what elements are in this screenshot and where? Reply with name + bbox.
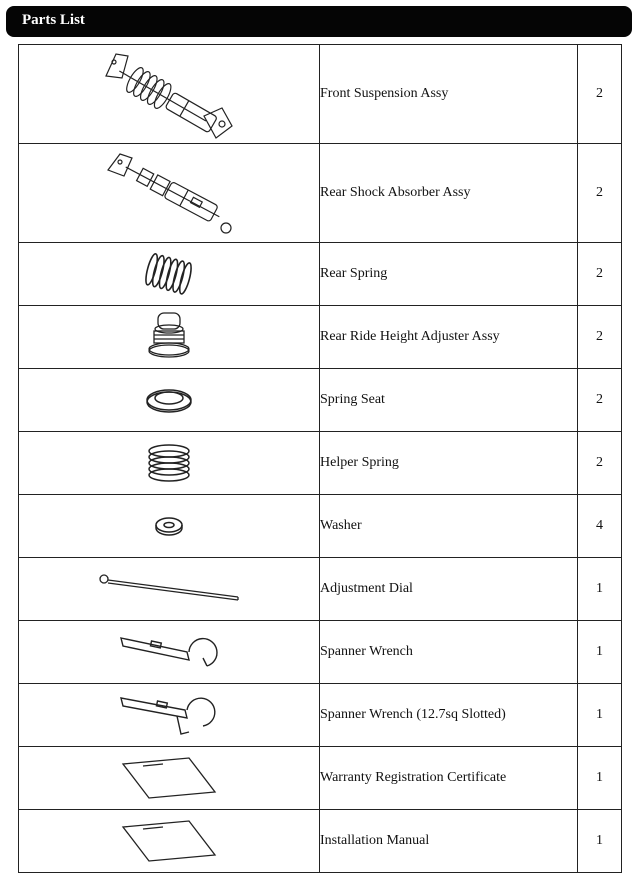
table-row [19, 306, 622, 369]
certificate-icon [19, 756, 319, 800]
table-row [19, 684, 622, 747]
part-qty: 2 [578, 243, 622, 306]
table-row [19, 747, 622, 810]
part-name: Installation Manual [320, 810, 578, 873]
part-name: Helper Spring [320, 432, 578, 495]
manual-icon [19, 819, 319, 863]
table-row [19, 369, 622, 432]
part-qty: 4 [578, 495, 622, 558]
part-name: Spanner Wrench [320, 621, 578, 684]
part-qty: 2 [578, 369, 622, 432]
parts-list-title: Parts List [22, 12, 85, 28]
part-qty: 2 [578, 144, 622, 243]
rear-shock-icon [19, 148, 319, 238]
part-qty: 2 [578, 432, 622, 495]
part-qty: 1 [578, 747, 622, 810]
spanner-wrench-icon [19, 632, 319, 672]
part-name: Rear Spring [320, 243, 578, 306]
spring-seat-icon [19, 385, 319, 415]
part-qty: 1 [578, 684, 622, 747]
adjustment-dial-icon [19, 571, 319, 607]
part-qty: 1 [578, 810, 622, 873]
part-name: Warranty Registration Certificate [320, 747, 578, 810]
part-name: Rear Shock Absorber Assy [320, 144, 578, 243]
height-adjuster-icon [19, 309, 319, 365]
part-name: Adjustment Dial [320, 558, 578, 621]
parts-table [18, 44, 622, 873]
part-qty: 1 [578, 621, 622, 684]
part-qty: 1 [578, 558, 622, 621]
slotted-wrench-icon [19, 692, 319, 738]
table-row [19, 243, 622, 306]
table-row [19, 45, 622, 144]
table-row [19, 810, 622, 873]
part-name: Spanner Wrench (12.7sq Slotted) [320, 684, 578, 747]
table-row [19, 144, 622, 243]
part-name: Washer [320, 495, 578, 558]
washer-icon [19, 515, 319, 537]
parts-list-header [6, 6, 632, 37]
helper-spring-icon [19, 441, 319, 485]
table-row [19, 621, 622, 684]
table-row [19, 432, 622, 495]
table-row [19, 558, 622, 621]
part-qty: 2 [578, 306, 622, 369]
table-row [19, 495, 622, 558]
part-name: Front Suspension Assy [320, 45, 578, 144]
spring-icon [19, 247, 319, 301]
part-name: Spring Seat [320, 369, 578, 432]
part-qty: 2 [578, 45, 622, 144]
front-suspension-icon [19, 46, 319, 142]
part-name: Rear Ride Height Adjuster Assy [320, 306, 578, 369]
